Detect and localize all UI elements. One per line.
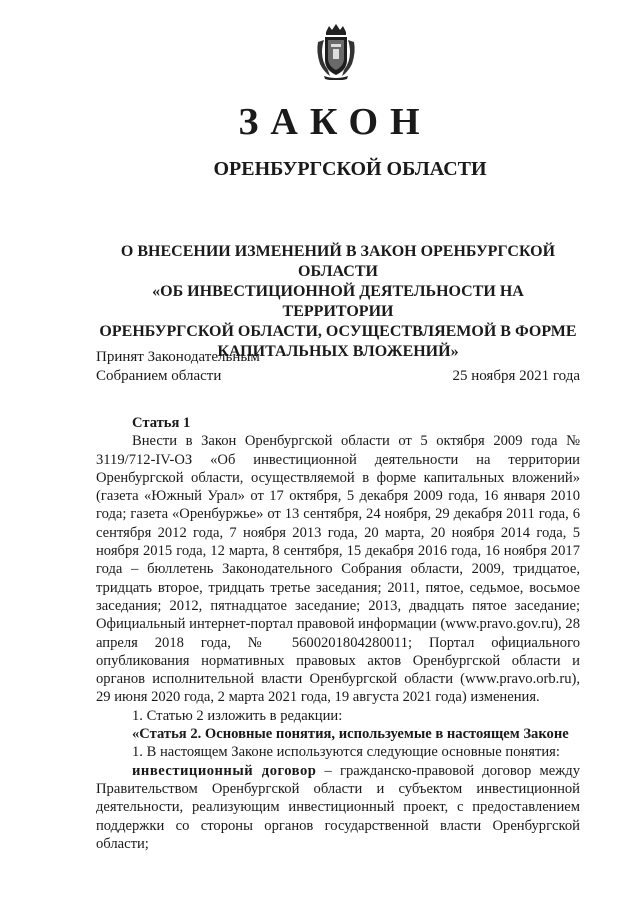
law-title-line: ОРЕНБУРГСКОЙ ОБЛАСТИ, ОСУЩЕСТВЛЯЕМОЙ В ФОРМЕ bbox=[99, 323, 577, 340]
defined-term: инвестиционный договор bbox=[132, 762, 317, 779]
article-item: 1. Статью 2 изложить в редакции: bbox=[132, 707, 343, 724]
coat-of-arms-icon bbox=[314, 22, 358, 80]
document-subtitle: ОРЕНБУРГСКОЙ ОБЛАСТИ bbox=[213, 158, 487, 180]
law-title-line: «ОБ ИНВЕСТИЦИОННОЙ ДЕЯТЕЛЬНОСТИ НА ТЕРРИТОРИИ bbox=[152, 283, 524, 320]
term-definition: – гражданско-правовой договор между Правительством Оренбургской области и субъектом инвестиционной деятельности, реализующим инвестиционный проект, с предоставлением поддержки со стороны органов государственной власти Оренбургской области; bbox=[96, 762, 580, 852]
law-body bbox=[96, 414, 580, 853]
adopted-by-line1: Принят Законодательным bbox=[96, 349, 260, 365]
adoption-date: 25 ноября 2021 года bbox=[452, 368, 580, 384]
law-title bbox=[96, 242, 580, 362]
adopted-by-line2: Собранием области bbox=[96, 368, 222, 384]
adoption-block bbox=[96, 348, 580, 386]
definition-paragraph bbox=[96, 762, 580, 853]
law-title-line: КАПИТАЛЬНЫХ ВЛОЖЕНИЙ» bbox=[217, 343, 459, 360]
document-title: ЗАКОН bbox=[238, 101, 432, 143]
article-heading: Статья 1 bbox=[132, 415, 191, 431]
article-paragraph: Внести в Закон Оренбургской области от 5 октября 2009 года № 3119/712-IV-ОЗ «Об инвестиционной деятельности на территории Оренбургской области, осуществляемой в форме капитальных вложений» (газета «Южный Урал» от 17 октября, 5 декабря 2009 года, 16 января 2010 года; газета «Оренбуржье» от 13 сентября, 24 ноября, 29 декабря 2011 года, 6 сентября 2012 года, 7 ноября 2013 года, 20 марта, 20 ноября 2014 года, 5 ноября 2015 года, 12 марта, 8 сентября, 15 декабря 2016 года, 16 ноября 2017 года – бюллетень Законодательного Собрания области, 2009, тридцатое, тридцать второе, тридцать третье заседания; 2011, пятое, седьмое, восьмое заседания; 2012, пятнадцатое заседание; 2013, двадцать пятое заседание; Официальный интернет-портал правовой информации (www.pravo.gov.ru), 28 апреля 2018 года, № 5600201804280011; Портал официального опубликования нормативных правовых актов Оренбургской области и органов исполнительной власти Оренбургской области (www.pravo.orb.ru), 29 июня 2020 года, 2 марта 2021 года, 19 августа 2021 года) изменения. bbox=[96, 433, 580, 706]
article2-heading: «Статья 2. Основные понятия, используемые в настоящем Законе bbox=[132, 726, 569, 743]
law-title-line: О ВНЕСЕНИИ ИЗМЕНЕНИЙ В ЗАКОН ОРЕНБУРГСКОЙ ОБЛАСТИ bbox=[120, 243, 556, 280]
article2-paragraph: 1. В настоящем Законе используются следующие основные понятия: bbox=[132, 744, 560, 761]
